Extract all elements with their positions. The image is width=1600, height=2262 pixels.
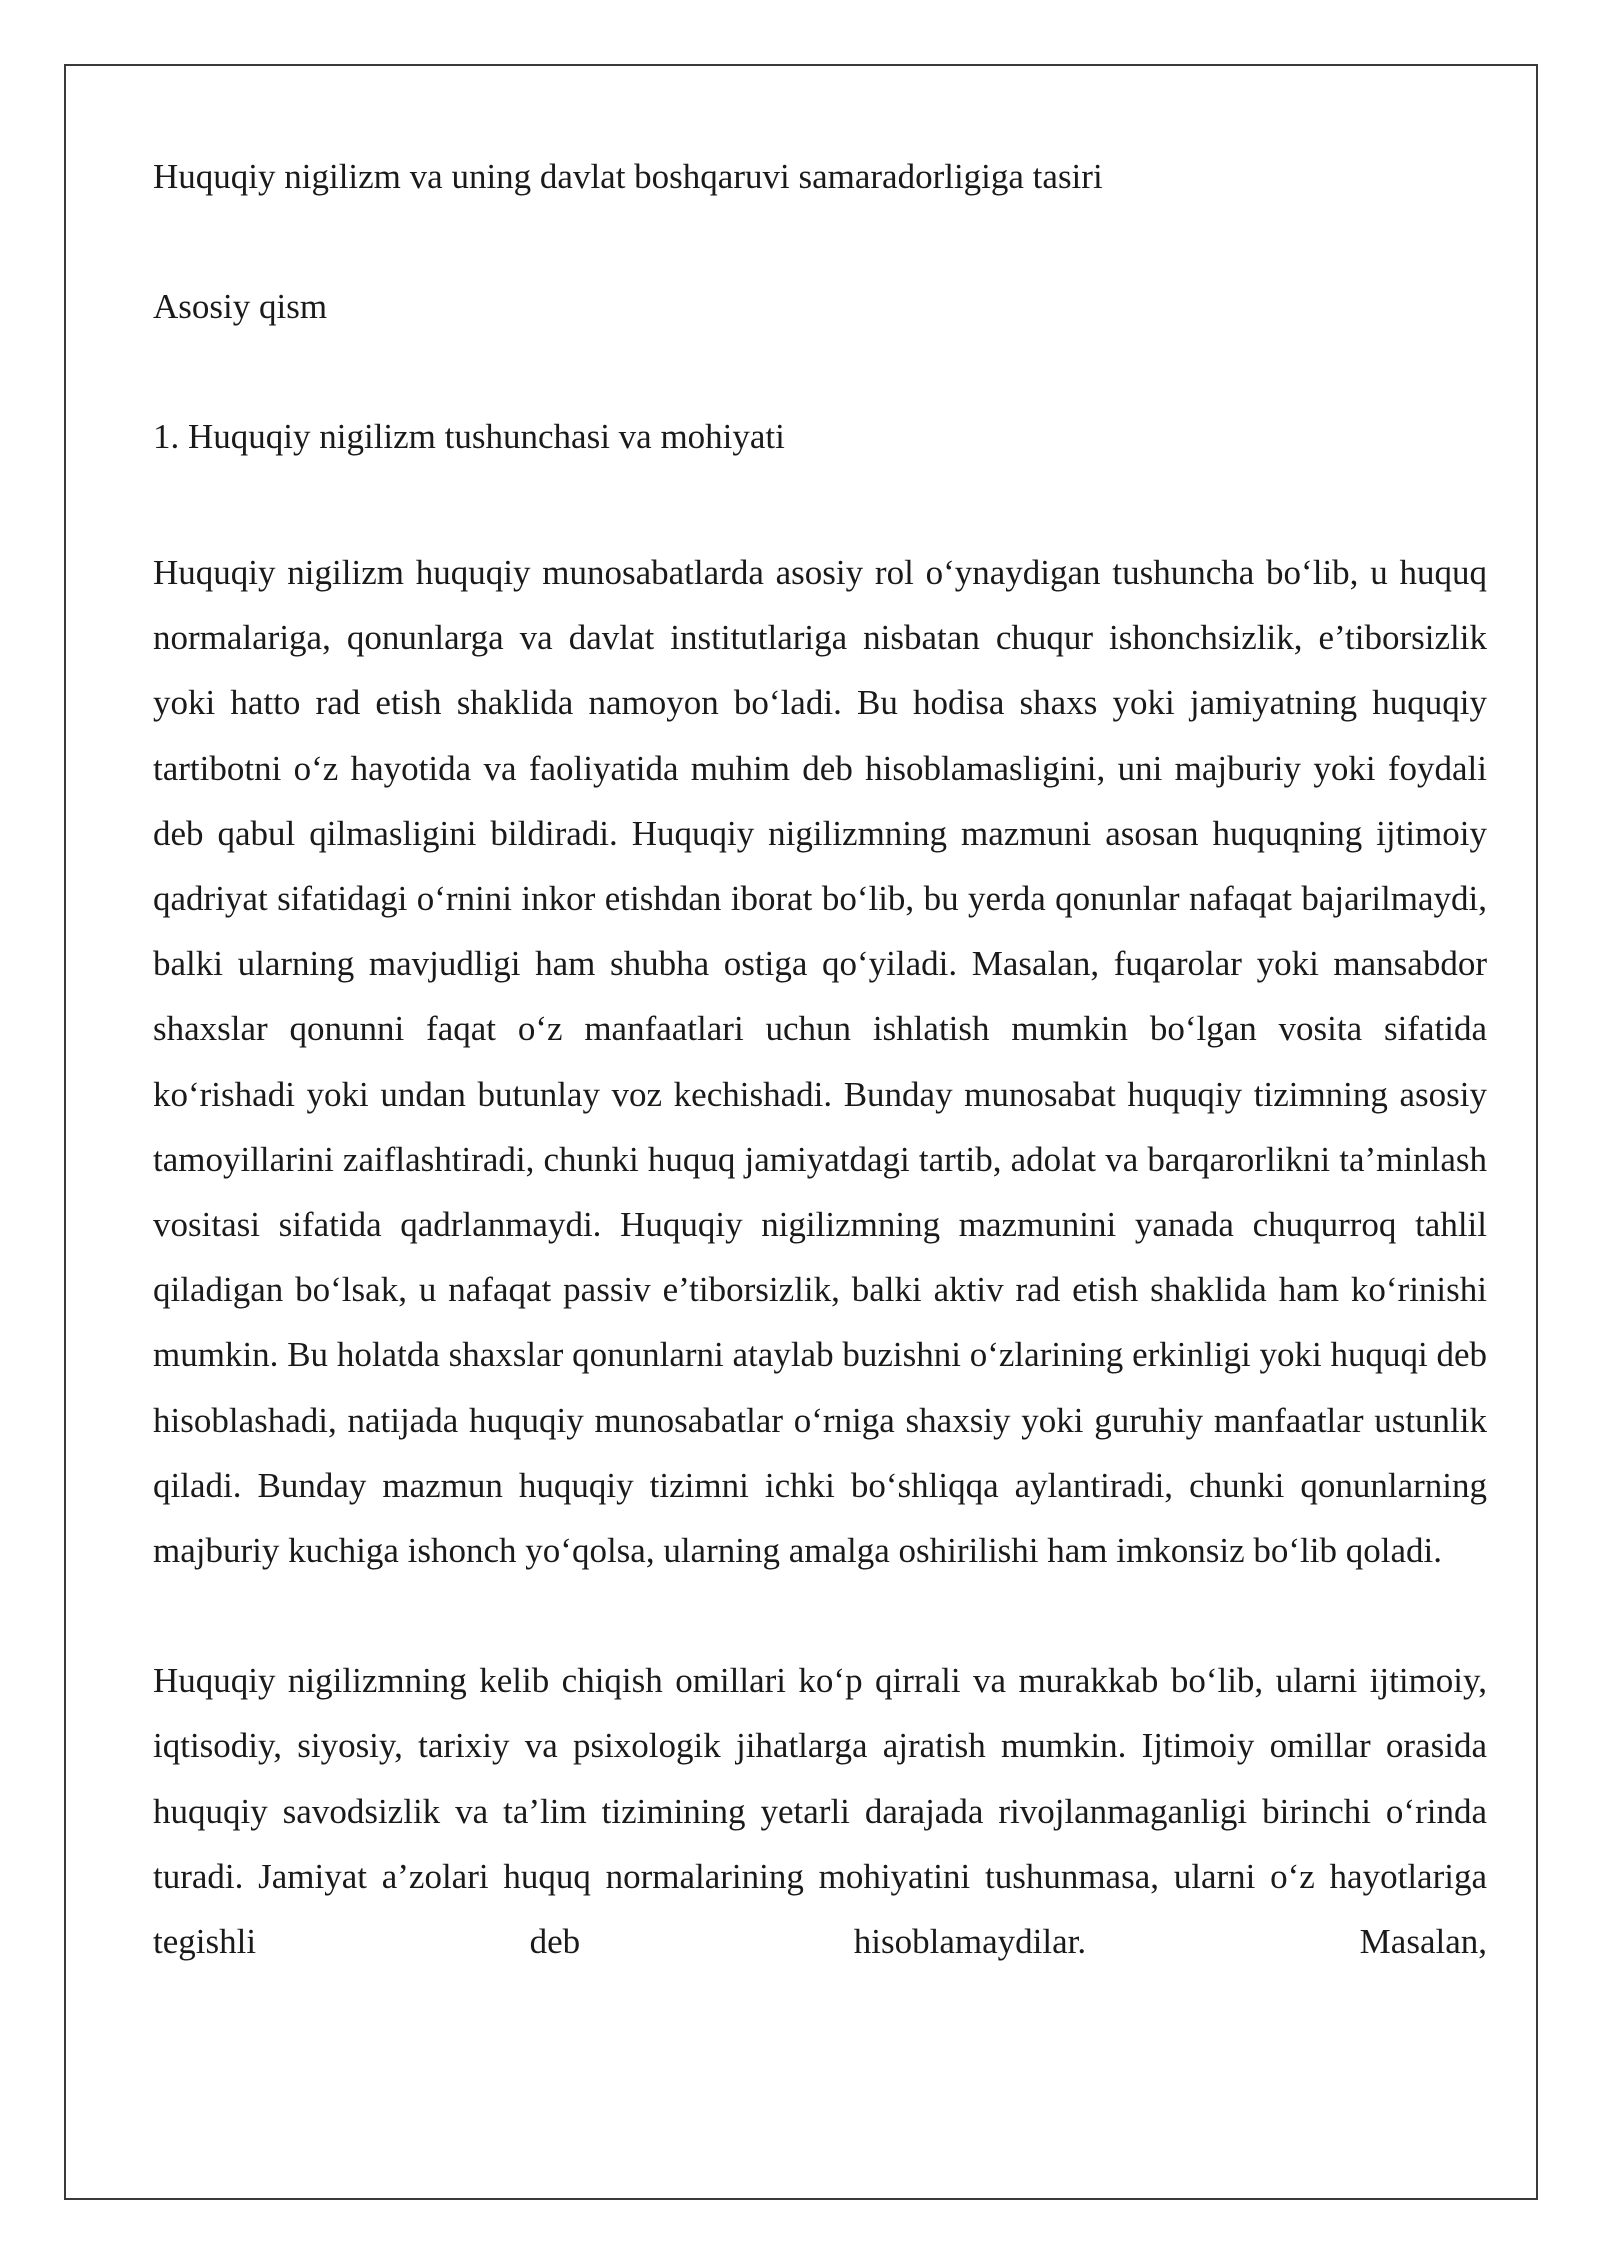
- document-title: Huquqiy nigilizm va uning davlat boshqaruvi samaradorligiga tasiri: [153, 157, 1103, 196]
- section-heading: Asosiy qism: [153, 287, 328, 326]
- document-body: [153, 150, 1487, 2039]
- paragraph-1: Huquqiy nigilizm huquqiy munosabatlarda asosiy rol o‘ynaydigan tushuncha bo‘lib, u huquq normalariga, qonunlarga va davlat institutlariga nisbatan chuqur ishonchsizlik, e’tiborsizlik yoki hatto rad etish shaklida namoyon bo‘ladi. Bu hodisa shaxs yoki jamiyatning huquqiy tartibotni o‘z hayotida va faoliyatida muhim deb hisoblamasligini, uni majburiy yoki foydali deb qabul qilmasligini bildiradi. Huquqiy nigilizmning mazmuni asosan huquqning ijtimoiy qadriyat sifatidagi o‘rnini inkor etishdan iborat bo‘lib, bu yerda qonunlar nafaqat bajarilmaydi, balki ularning mavjudligi ham shubha ostiga qo‘yiladi. Masalan, fuqarolar yoki mansabdor shaxslar qonunni faqat o‘z manfaatlari uchun ishlatish mumkin bo‘lgan vosita sifatida ko‘rishadi yoki undan butunlay voz kechishadi. Bunday munosabat huquqiy tizimning asosiy tamoyillarini zaiflashtiradi, chunki huquq jamiyatdagi tartib, adolat va barqarorlikni ta’minlash vositasi sifatida qadrlanmaydi. Huquqiy nigilizmning mazmunini yanada chuqurroq tahlil qiladigan bo‘lsak, u nafaqat passiv e’tiborsizlik, balki aktiv rad etish shaklida ham ko‘rinishi mumkin. Bu holatda shaxslar qonunlarni ataylab buzishni o‘zlarining erkinligi yoki huquqi deb hisoblashadi, natijada huquqiy munosabatlar o‘rniga shaxsiy yoki guruhiy manfaatlar ustunlik qiladi. Bunday mazmun huquqiy tizimni ichki bo‘shliqqa aylantiradi, chunki qonunlarning majburiy kuchiga ishonch yo‘qolsa, ularning amalga oshirilishi ham imkonsiz bo‘lib qoladi.: [153, 553, 1487, 1571]
- paragraph-2: Huquqiy nigilizmning kelib chiqish omillari ko‘p qirrali va murakkab bo‘lib, ularni ijtimoiy, iqtisodiy, siyosiy, tarixiy va psixologik jihatlarga ajratish mumkin. Ijtimoiy omillar orasida huquqiy savodsizlik va ta’lim tizimining yetarli darajada rivojlanmaganligi birinchi o‘rinda turadi. Jamiyat a’zolari huquq normalarining mohiyatini tushunmasa, ularni o‘z hayotlariga tegishli deb hisoblamaydilar. Masalan,: [153, 1661, 1487, 1962]
- subsection-heading: 1. Huquqiy nigilizm tushunchasi va mohiyati: [153, 417, 785, 456]
